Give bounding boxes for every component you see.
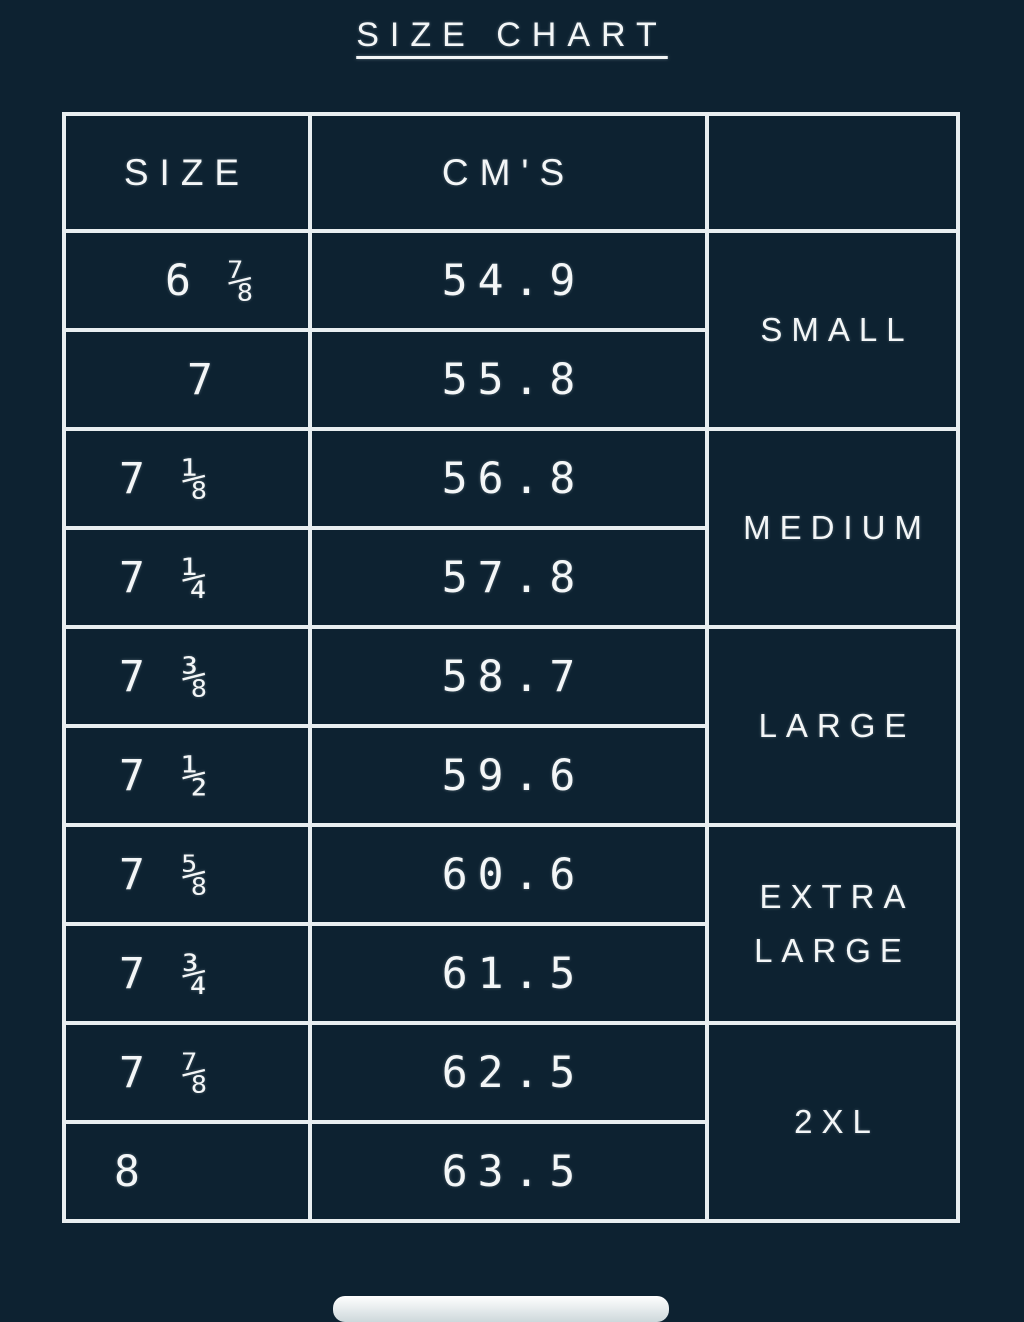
size-cell: 8: [64, 1122, 310, 1221]
size-cell: 6 ⅞: [64, 231, 310, 330]
size-cell: 7 ⅛: [64, 429, 310, 528]
cm-cell: 61.5: [310, 924, 707, 1023]
column-header-cms: CM'S: [310, 114, 707, 231]
cm-cell: 62.5: [310, 1023, 707, 1122]
fit-group-label-large: LARGE: [707, 627, 958, 825]
column-header-size: SIZE: [64, 114, 310, 231]
cm-cell: 58.7: [310, 627, 707, 726]
size-cell: 7 ¾: [64, 924, 310, 1023]
table-row: [64, 429, 958, 528]
fit-group-label-extra-large: EXTRA LARGE: [707, 825, 958, 1023]
table-row: [64, 627, 958, 726]
cm-cell: 60.6: [310, 825, 707, 924]
column-header-fit: [707, 114, 958, 231]
cm-cell: 57.8: [310, 528, 707, 627]
cm-cell: 55.8: [310, 330, 707, 429]
size-cell: 7: [64, 330, 310, 429]
bottom-button-partial[interactable]: [333, 1296, 669, 1322]
size-cell: 7 ¼: [64, 528, 310, 627]
size-cell: 7 ⅞: [64, 1023, 310, 1122]
size-chart-table: [62, 112, 960, 1223]
table-row: [64, 825, 958, 924]
table-row: [64, 1023, 958, 1122]
cm-cell: 54.9: [310, 231, 707, 330]
table-header-row: [64, 114, 958, 231]
table-row: [64, 231, 958, 330]
cm-cell: 63.5: [310, 1122, 707, 1221]
page-title: SIZE CHART: [356, 16, 668, 54]
fit-group-label-small: SMALL: [707, 231, 958, 429]
fit-group-label-2xl: 2XL: [707, 1023, 958, 1221]
size-cell: 7 ½: [64, 726, 310, 825]
fit-group-label-medium: MEDIUM: [707, 429, 958, 627]
size-cell: 7 ⅜: [64, 627, 310, 726]
cm-cell: 56.8: [310, 429, 707, 528]
size-cell: 7 ⅝: [64, 825, 310, 924]
cm-cell: 59.6: [310, 726, 707, 825]
